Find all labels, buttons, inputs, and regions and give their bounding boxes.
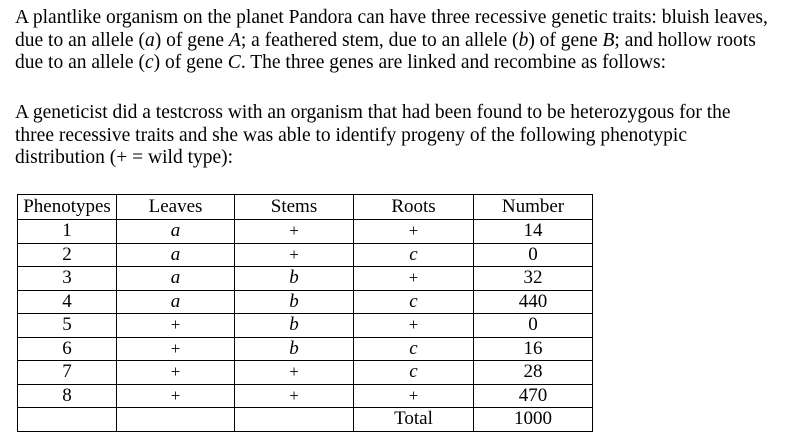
phenotype-number-cell: 1 [18, 220, 117, 244]
stems-cell: b [235, 314, 354, 338]
leaves-cell: + [117, 384, 235, 408]
count-cell: 0 [474, 314, 593, 338]
table-row [18, 337, 593, 361]
stems-cell: + [235, 384, 354, 408]
table-row [18, 267, 593, 291]
experiment-line-1: A geneticist did a testcross with an organism that had been found to be heterozygous for the [15, 102, 731, 123]
header-phenotypes: Phenotypes [18, 195, 117, 220]
leaves-cell: + [117, 361, 235, 385]
roots-cell: + [354, 314, 474, 338]
count-cell: 32 [474, 267, 593, 291]
count-cell: 14 [474, 220, 593, 244]
intro-text: ; and hollow roots [614, 29, 756, 51]
total-value: 1000 [474, 408, 593, 432]
gene-symbol: C [227, 52, 241, 73]
intro-line-1 [15, 7, 768, 30]
table-header-row [18, 195, 593, 220]
leaves-cell: a [117, 290, 235, 314]
count-cell: 16 [474, 337, 593, 361]
table-row [18, 384, 593, 408]
table-row [18, 361, 593, 385]
experiment-paragraph [15, 102, 731, 170]
table-row [18, 220, 593, 244]
count-cell: 0 [474, 243, 593, 267]
count-cell: 440 [474, 290, 593, 314]
table-row [18, 243, 593, 267]
roots-cell: c [354, 290, 474, 314]
footer-cell [235, 408, 354, 432]
intro-line-2 [15, 30, 768, 53]
footer-cell [18, 408, 117, 432]
phenotype-number-cell: 6 [18, 337, 117, 361]
roots-cell: c [354, 243, 474, 267]
intro-text: ) of gene [528, 29, 603, 51]
intro-text: due to an allele ( [15, 29, 145, 51]
intro-paragraph [15, 7, 768, 75]
total-label: Total [354, 408, 474, 432]
header-stems: Stems [235, 195, 354, 220]
roots-cell: + [354, 384, 474, 408]
gene-symbol: B [602, 29, 615, 51]
roots-cell: c [354, 337, 474, 361]
gene-symbol: A [228, 29, 241, 51]
roots-cell: + [354, 220, 474, 244]
allele-symbol: a [144, 29, 155, 51]
stems-cell: b [235, 267, 354, 291]
header-leaves: Leaves [117, 195, 235, 220]
intro-text: ) of gene [154, 29, 229, 51]
stems-cell: + [235, 361, 354, 385]
leaves-cell: a [117, 267, 235, 291]
stems-cell: + [235, 220, 354, 244]
experiment-line-2: three recessive traits and she was able to identify progeny of the following phenotypic [15, 124, 688, 146]
roots-cell: c [354, 361, 474, 385]
leaves-cell: a [117, 243, 235, 267]
leaves-cell: + [117, 314, 235, 338]
table-row [18, 314, 593, 338]
table-footer-row [18, 408, 593, 432]
header-number: Number [474, 195, 593, 220]
footer-cell [117, 408, 235, 432]
phenotype-table [17, 194, 593, 432]
experiment-line-3: distribution (+ = wild type): [15, 147, 234, 168]
allele-symbol: c [144, 52, 154, 73]
phenotype-number-cell: 8 [18, 384, 117, 408]
phenotype-number-cell: 2 [18, 243, 117, 267]
intro-line-3 [15, 52, 768, 75]
phenotype-number-cell: 4 [18, 290, 117, 314]
stems-cell: b [235, 337, 354, 361]
intro-text: ; a feathered stem, due to an allele ( [240, 29, 519, 51]
stems-cell: b [235, 290, 354, 314]
intro-text: ) of gene [153, 52, 228, 73]
intro-text: A plantlike organism on the planet Pandora can have three recessive genetic traits: bluish leaves, [15, 7, 768, 28]
leaves-cell: + [117, 337, 235, 361]
phenotype-number-cell: 7 [18, 361, 117, 385]
count-cell: 28 [474, 361, 593, 385]
header-roots: Roots [354, 195, 474, 220]
phenotype-number-cell: 5 [18, 314, 117, 338]
allele-symbol: b [518, 29, 529, 51]
roots-cell: + [354, 267, 474, 291]
intro-text: . The three genes are linked and recombine as follows: [240, 52, 667, 73]
intro-text: due to an allele ( [15, 52, 145, 73]
stems-cell: + [235, 243, 354, 267]
leaves-cell: a [117, 220, 235, 244]
phenotype-number-cell: 3 [18, 267, 117, 291]
table-row [18, 290, 593, 314]
count-cell: 470 [474, 384, 593, 408]
